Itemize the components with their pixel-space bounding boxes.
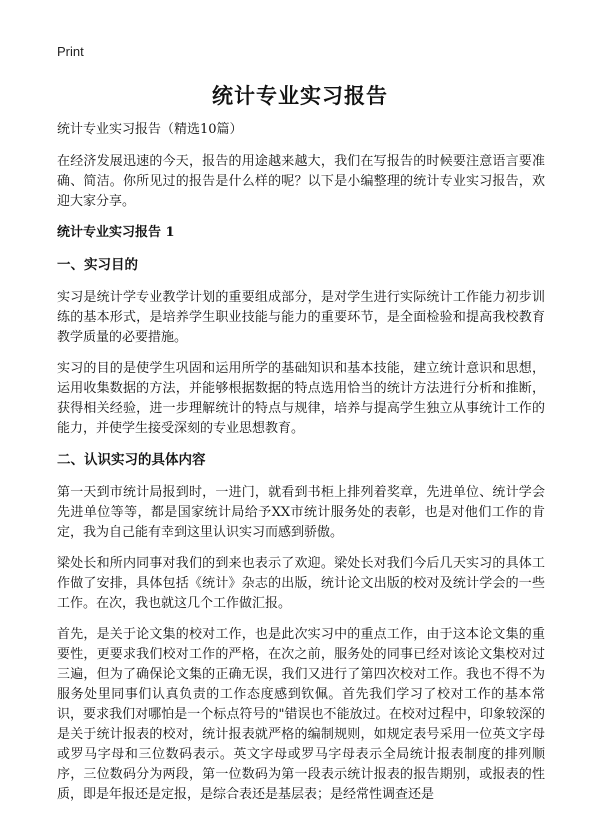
content-paragraph-3: 首先，是关于论文集的校对工作，也是此次实习中的重点工作，由于这本论文集的重要性，更要求我们校对工作的严格，在次之前，服务处的同事已经对该论文集校对过三遍，但为了确保论文集的正确无误，我们又进行了第四次校对工作。我也不得不为服务处里同事们认真负责的工作态度感到钦佩。首先我们学习了校对工作的基本常识，要求我们对哪怕是一个标点符号的"错误也不能放过。在校对过程中，印象较深的是关于统计报表的校对，统计报表就严格的编制规则，如规定表号采用一位英文字母或罗马字母和三位数码表示。英文字母或罗马字母表示全局统计报表制度的排列顺序，三位数码分为两段，第一位数码为第一段表示统计报表的报告期别，或报表的性质，即是年报还是定报，是综合表还是基层表；是经常性调查还是 <box>57 627 545 802</box>
section-heading-purpose: 一、实习目的 <box>57 257 138 273</box>
report-heading: 统计专业实习报告 1 <box>57 225 175 240</box>
purpose-paragraph-1: 实习是统计学专业教学计划的重要组成部分，是对学生进行实际统计工作能力初步训练的基本形式，是培养学生职业技能与能力的重要环节，是全面检验和提高我校教育教学质量的必要措施。 <box>57 290 545 345</box>
purpose-paragraph-2: 实习的目的是使学生巩固和运用所学的基础知识和基本技能，建立统计意识和思想，运用收集数据的方法，并能够根据数据的特点选用恰当的统计方法进行分析和推断，获得相关经验，进一步理解统计的特点与规律，培养与提高学生独立从事统计工作的能力，并使学生接受深刻的专业思想教育。 <box>57 361 545 436</box>
document-subtitle: 统计专业实习报告（精选10篇） <box>57 122 243 137</box>
document-body <box>57 120 545 816</box>
print-link[interactable]: Print <box>57 44 84 59</box>
section-heading-content: 二、认识实习的具体内容 <box>57 452 206 468</box>
content-paragraph-1: 第一天到市统计局报到时，一进门，就看到书柜上排列着奖章，先进单位、统计学会先进单位等等，都是国家统计局给予XX市统计服务处的表彰，也是对他们工作的肯定，我为自己能有幸到这里认识实习而感到骄傲。 <box>57 485 545 540</box>
document-title: 统计专业实习报告 <box>212 83 388 108</box>
content-paragraph-2: 梁处长和所内同事对我们的到来也表示了欢迎。梁处长对我们今后几天实习的具体工作做了安排，具体包括《统计》杂志的出版，统计论文出版的校对及统计学会的一些工作。在次，我也就这几个工作做汇报。 <box>57 556 545 611</box>
intro-paragraph: 在经济发展迅速的今天，报告的用途越来越大，我们在写报告的时候要注意语言要准确、简洁。你所见过的报告是什么样的呢？以下是小编整理的统计专业实习报告，欢迎大家分享。 <box>57 154 545 209</box>
